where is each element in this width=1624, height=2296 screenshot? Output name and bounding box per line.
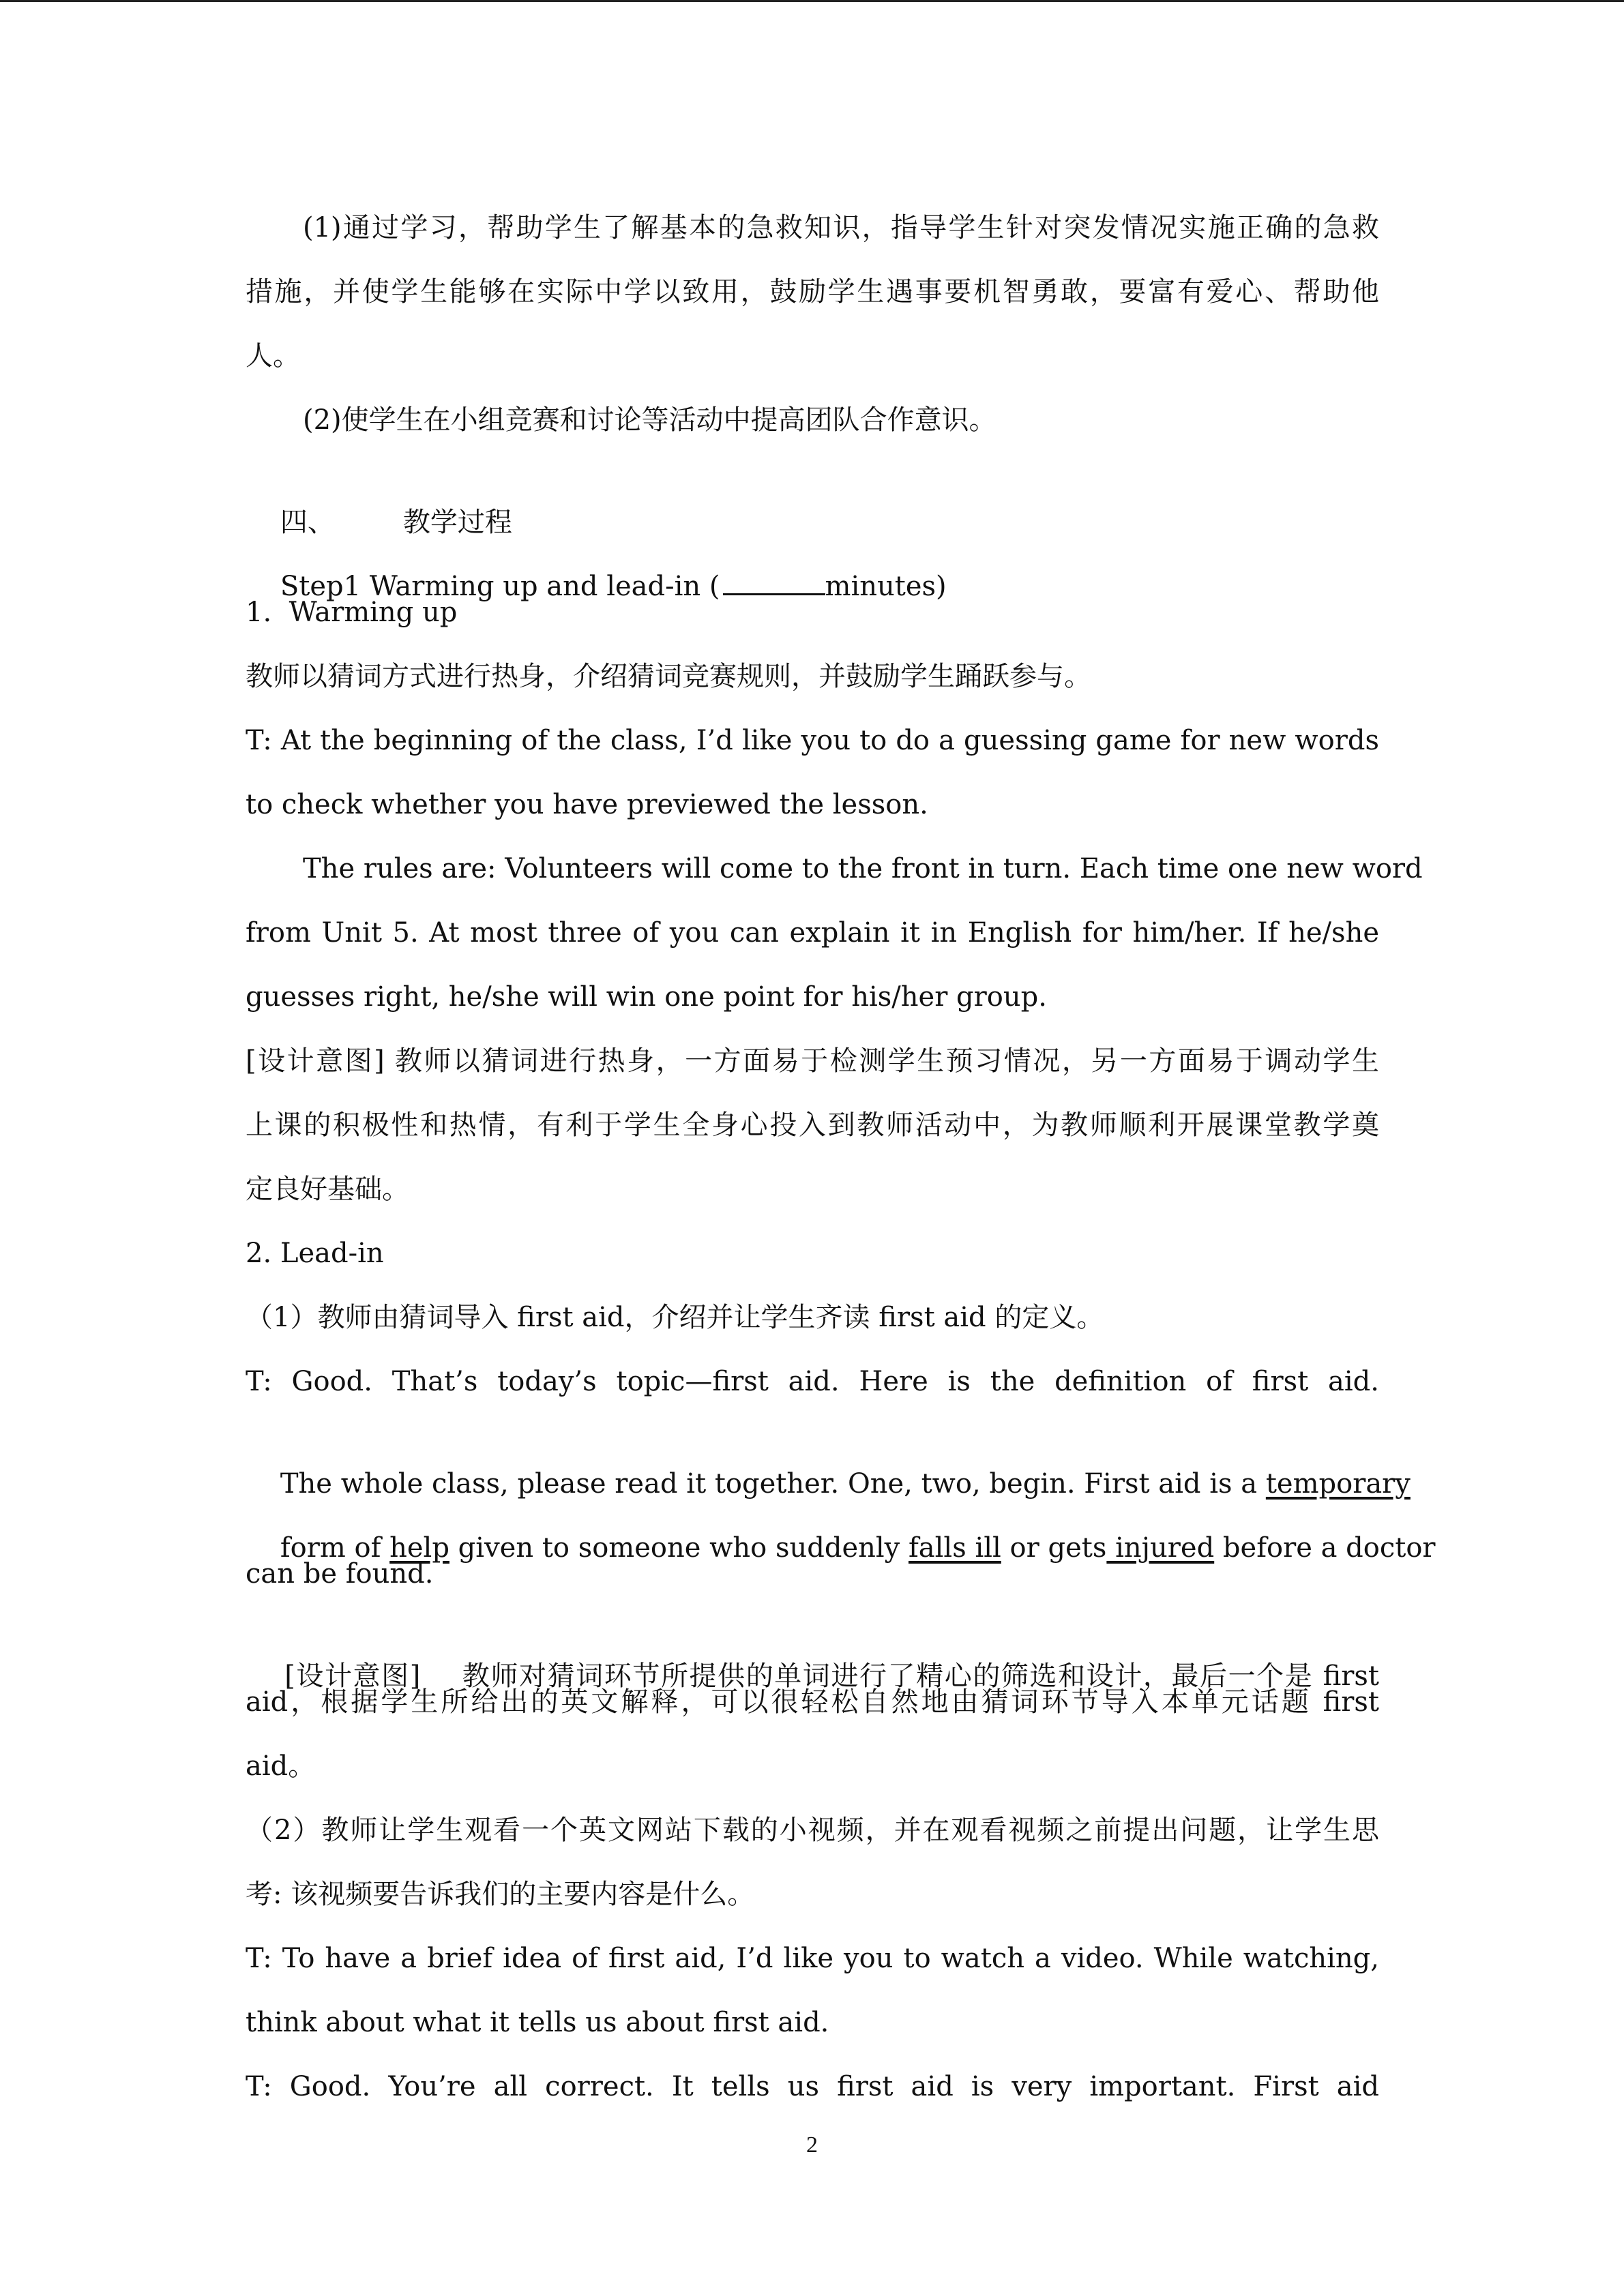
paragraph-line: 教师以猜词方式进行热身，介绍猜词竞赛规则，并鼓励学生踊跃参与。 <box>246 661 1091 692</box>
paragraph-line: (2)使学生在小组竞赛和讨论等活动中提高团队合作意识。 <box>303 404 996 436</box>
paragraph-line: T: At the beginning of the class, I’d like you to do a guessing game for new words <box>246 725 1379 756</box>
paragraph-line: （1）教师由猜词导入 first aid，介绍并让学生齐读 first aid 的定义。 <box>246 1302 1104 1333</box>
paragraph-line: aid。 <box>246 1750 316 1782</box>
paragraph-line <box>246 1427 1411 1500</box>
minutes-blank[interactable] <box>723 567 825 595</box>
paragraph-line: 人。 <box>246 340 300 372</box>
subheading-warming-up: 1. Warming up <box>246 597 458 628</box>
paragraph-line: 定良好基础。 <box>246 1174 409 1205</box>
paragraph-line: T: Good. You’re all correct. It tells us first aid is very important. First aid <box>246 2071 1379 2102</box>
paragraph-line: aid，根据学生所给出的英文解释，可以很轻松自然地由猜词环节导入本单元话题 first <box>246 1686 1379 1718</box>
step-title: Step1 Warming up and lead-in ( <box>280 571 720 602</box>
paragraph-line <box>246 1491 1436 1564</box>
page-top-border <box>0 0 1624 2</box>
underlined-word: falls ill <box>908 1532 1001 1564</box>
text-span: The whole class, please read it together. One, two, begin. First aid is a <box>280 1468 1266 1500</box>
text-span: or gets <box>1001 1532 1107 1564</box>
text-span: form of <box>280 1532 390 1564</box>
paragraph-line: 措施，并使学生能够在实际中学以致用，鼓励学生遇事要机智勇敢，要富有爱心、帮助他 <box>246 276 1379 308</box>
paragraph-line: think about what it tells us about first aid. <box>246 2007 829 2038</box>
paragraph-line: T: To have a brief idea of first aid, I’d like you to watch a video. While watching, <box>246 1943 1379 1974</box>
text-span: before a doctor <box>1214 1532 1436 1564</box>
subheading-lead-in: 2. Lead-in <box>246 1238 384 1269</box>
paragraph-line: T: Good. That’s today’s topic—first aid. Here is the definition of first aid. <box>246 1366 1379 1397</box>
paragraph-line: from Unit 5. At most three of you can explain it in English for him/her. If he/she <box>246 917 1379 949</box>
step-heading <box>246 529 1379 602</box>
section-title: 教学过程 <box>402 507 512 538</box>
text-span: given to someone who suddenly <box>449 1532 909 1564</box>
design-intent-line: [设计意图] 教师以猜词进行热身，一方面易于检测学生预习情况，另一方面易于调动学生 <box>246 1045 1379 1077</box>
underlined-word: help <box>389 1532 449 1564</box>
underlined-word: injured <box>1106 1532 1215 1564</box>
text-span: 教师对猜词环节所提供的单词进行了精心的筛选和设计，最后一个是 first <box>461 1660 1380 1692</box>
design-intent-line <box>246 1619 1380 1692</box>
section-number: 四、 <box>280 507 335 538</box>
paragraph-line: 考: 该视频要告诉我们的主要内容是什么。 <box>246 1879 755 1910</box>
underlined-word: temporary <box>1265 1468 1411 1500</box>
paragraph-line: （2）教师让学生观看一个英文网站下载的小视频，并在观看视频之前提出问题，让学生思 <box>246 1815 1379 1846</box>
paragraph-line: (1)通过学习，帮助学生了解基本的急救知识，指导学生针对突发情况实施正确的急救 <box>303 212 1379 243</box>
page-number: 2 <box>806 2132 818 2158</box>
paragraph-line: The rules are: Volunteers will come to the front in turn. Each time one new word <box>303 853 1423 884</box>
paragraph-line: guesses right, he/she will win one point for his/her group. <box>246 981 1047 1013</box>
paragraph-line: can be found. <box>246 1558 434 1590</box>
step-unit: minutes) <box>825 571 947 602</box>
section-heading <box>246 465 1379 538</box>
paragraph-line: 上课的积极性和热情，有利于学生全身心投入到教师活动中，为教师顺利开展课堂教学奠 <box>246 1109 1379 1141</box>
paragraph-line: to check whether you have previewed the lesson. <box>246 789 928 820</box>
design-intent-label: [设计意图] <box>284 1660 421 1692</box>
